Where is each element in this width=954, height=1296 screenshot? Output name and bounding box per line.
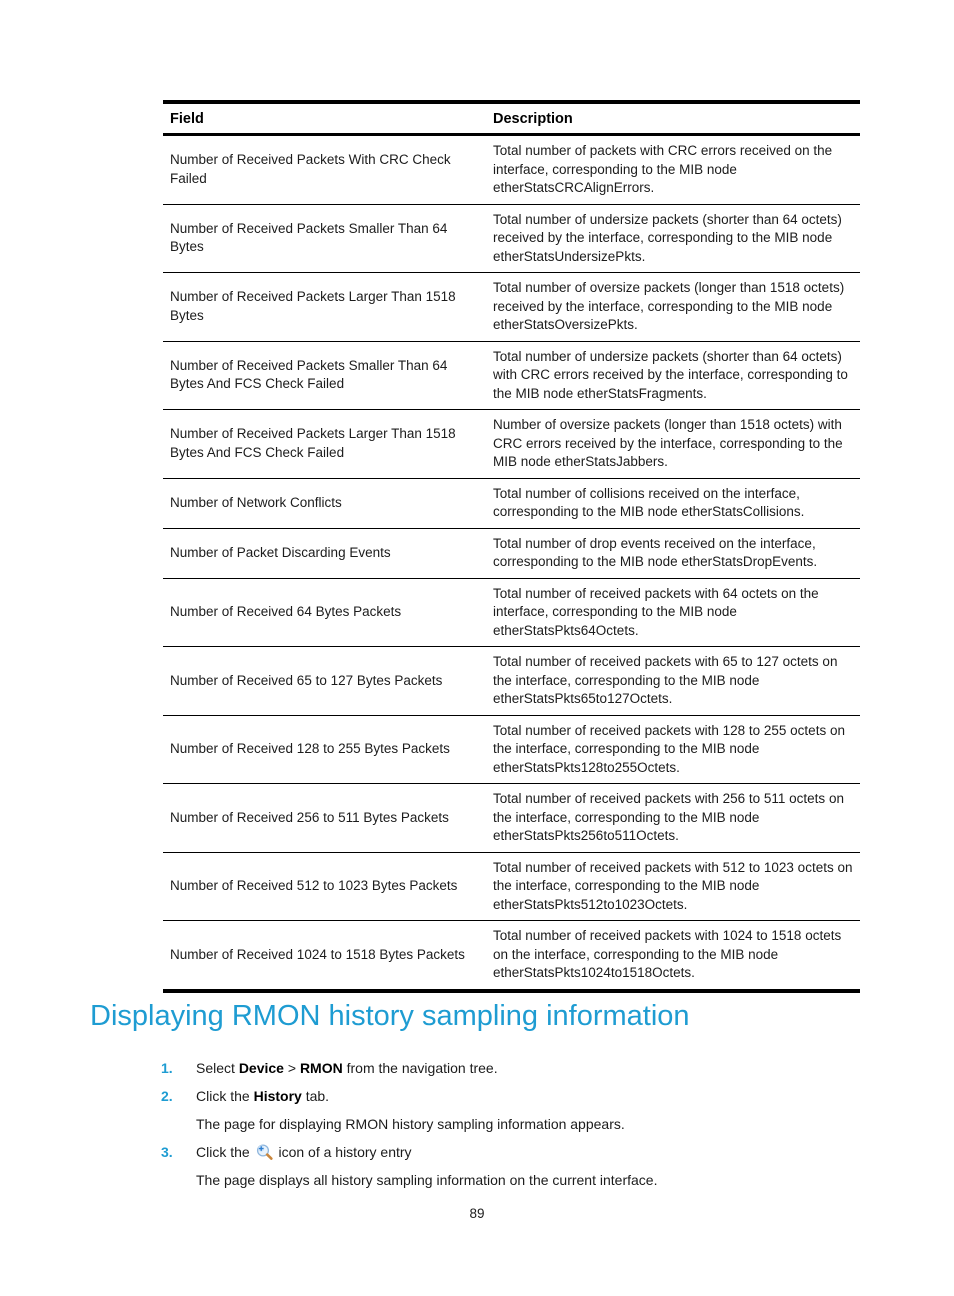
description-cell: Total number of received packets with 1024 to 1518 octets on the interface, corresponding to the MIB node etherStatsPkts1024to1518Octets.: [486, 921, 860, 991]
field-cell: Number of Received Packets Smaller Than 64 Bytes And FCS Check Failed: [163, 341, 486, 410]
step-item: [161, 1086, 841, 1142]
description-cell: Total number of received packets with 256 to 511 octets on the interface, corresponding to the MIB node etherStatsPkts256to511Octets.: [486, 784, 860, 853]
field-cell: Number of Packet Discarding Events: [163, 528, 486, 578]
description-cell: Number of oversize packets (longer than 1518 octets) with CRC errors received by the interface, corresponding to the MIB node etherStatsJabbers.: [486, 410, 860, 479]
description-cell: Total number of packets with CRC errors received on the interface, corresponding to the MIB node etherStatsCRCAlignErrors.: [493, 143, 833, 195]
description-cell: Total number of received packets with 64 octets on the interface, corresponding to the MIB node etherStatsPkts64Octets.: [486, 578, 860, 647]
step-item: [161, 1058, 841, 1086]
description-cell: Total number of received packets with 512 to 1023 octets on the interface, corresponding to the MIB node etherStatsPkts512to1023Octets.: [486, 852, 860, 921]
fields-table: [163, 100, 860, 993]
table-row: [163, 852, 860, 921]
table-row: [163, 341, 860, 410]
field-cell: Number of Received Packets With CRC Check Failed: [170, 152, 451, 186]
field-cell: Number of Received 128 to 255 Bytes Packets: [163, 715, 486, 784]
field-cell: Number of Received Packets Larger Than 1518 Bytes: [163, 273, 486, 342]
field-cell: Number of Received 1024 to 1518 Bytes Packets: [163, 921, 486, 991]
table-row: [163, 921, 860, 991]
zoom-in-icon: [256, 1144, 273, 1160]
table-row: [163, 528, 860, 578]
field-cell: Number of Received 256 to 511 Bytes Packets: [163, 784, 486, 853]
table-row: [163, 273, 860, 342]
field-cell: Number of Network Conflicts: [163, 478, 486, 528]
description-cell: Total number of collisions received on the interface, corresponding to the MIB node etherStatsCollisions.: [486, 478, 860, 528]
section-title: Displaying RMON history sampling information: [90, 1000, 690, 1032]
step-text: Select Device > RMON from the navigation tree.: [196, 1060, 498, 1076]
description-cell: Total number of received packets with 128 to 255 octets on the interface, corresponding to the MIB node etherStatsPkts128to255Octets.: [486, 715, 860, 784]
field-cell: Number of Received 64 Bytes Packets: [163, 578, 486, 647]
table-row: [163, 784, 860, 853]
step-number: 3.: [161, 1144, 173, 1160]
step-subtext: The page for displaying RMON history sampling information appears.: [196, 1116, 625, 1132]
description-cell: Total number of oversize packets (longer than 1518 octets) received by the interface, corresponding to the MIB node etherStatsOversizePkts.: [486, 273, 860, 342]
step-number: 1.: [161, 1060, 173, 1076]
page-number: 89: [469, 1206, 485, 1221]
description-cell: Total number of undersize packets (shorter than 64 octets) received by the interface, corresponding to the MIB node etherStatsUndersizePkts.: [486, 204, 860, 273]
table-header-row: [163, 102, 860, 135]
step-subtext: The page displays all history sampling information on the current interface.: [196, 1172, 658, 1188]
step-text: Click the icon of a history entry: [196, 1144, 412, 1160]
step-text: Click the History tab.: [196, 1088, 330, 1104]
description-cell: Total number of drop events received on the interface, corresponding to the MIB node etherStatsDropEvents.: [486, 528, 860, 578]
table-row: [163, 715, 860, 784]
step-list: [161, 1058, 841, 1198]
table-header-field: Field: [163, 102, 486, 135]
step-item: [161, 1142, 841, 1198]
field-cell: Number of Received Packets Smaller Than 64 Bytes: [163, 204, 486, 273]
description-cell: Total number of undersize packets (shorter than 64 octets) with CRC errors received by the interface, corresponding to the MIB node etherStatsFragments.: [486, 341, 860, 410]
table-row: [163, 204, 860, 273]
description-cell: Total number of received packets with 65 to 127 octets on the interface, corresponding to the MIB node etherStatsPkts65to127Octets.: [486, 647, 860, 716]
table-row: [163, 135, 860, 205]
field-cell: Number of Received 512 to 1023 Bytes Packets: [163, 852, 486, 921]
table-row: [163, 478, 860, 528]
field-cell: Number of Received Packets Larger Than 1518 Bytes And FCS Check Failed: [163, 410, 486, 479]
field-cell: Number of Received 65 to 127 Bytes Packets: [163, 647, 486, 716]
field-description-table-block: [163, 100, 860, 993]
table-row: [163, 647, 860, 716]
table-row: [163, 410, 860, 479]
table-row: [163, 578, 860, 647]
table-header-description: Description: [486, 102, 860, 135]
step-number: 2.: [161, 1088, 173, 1104]
